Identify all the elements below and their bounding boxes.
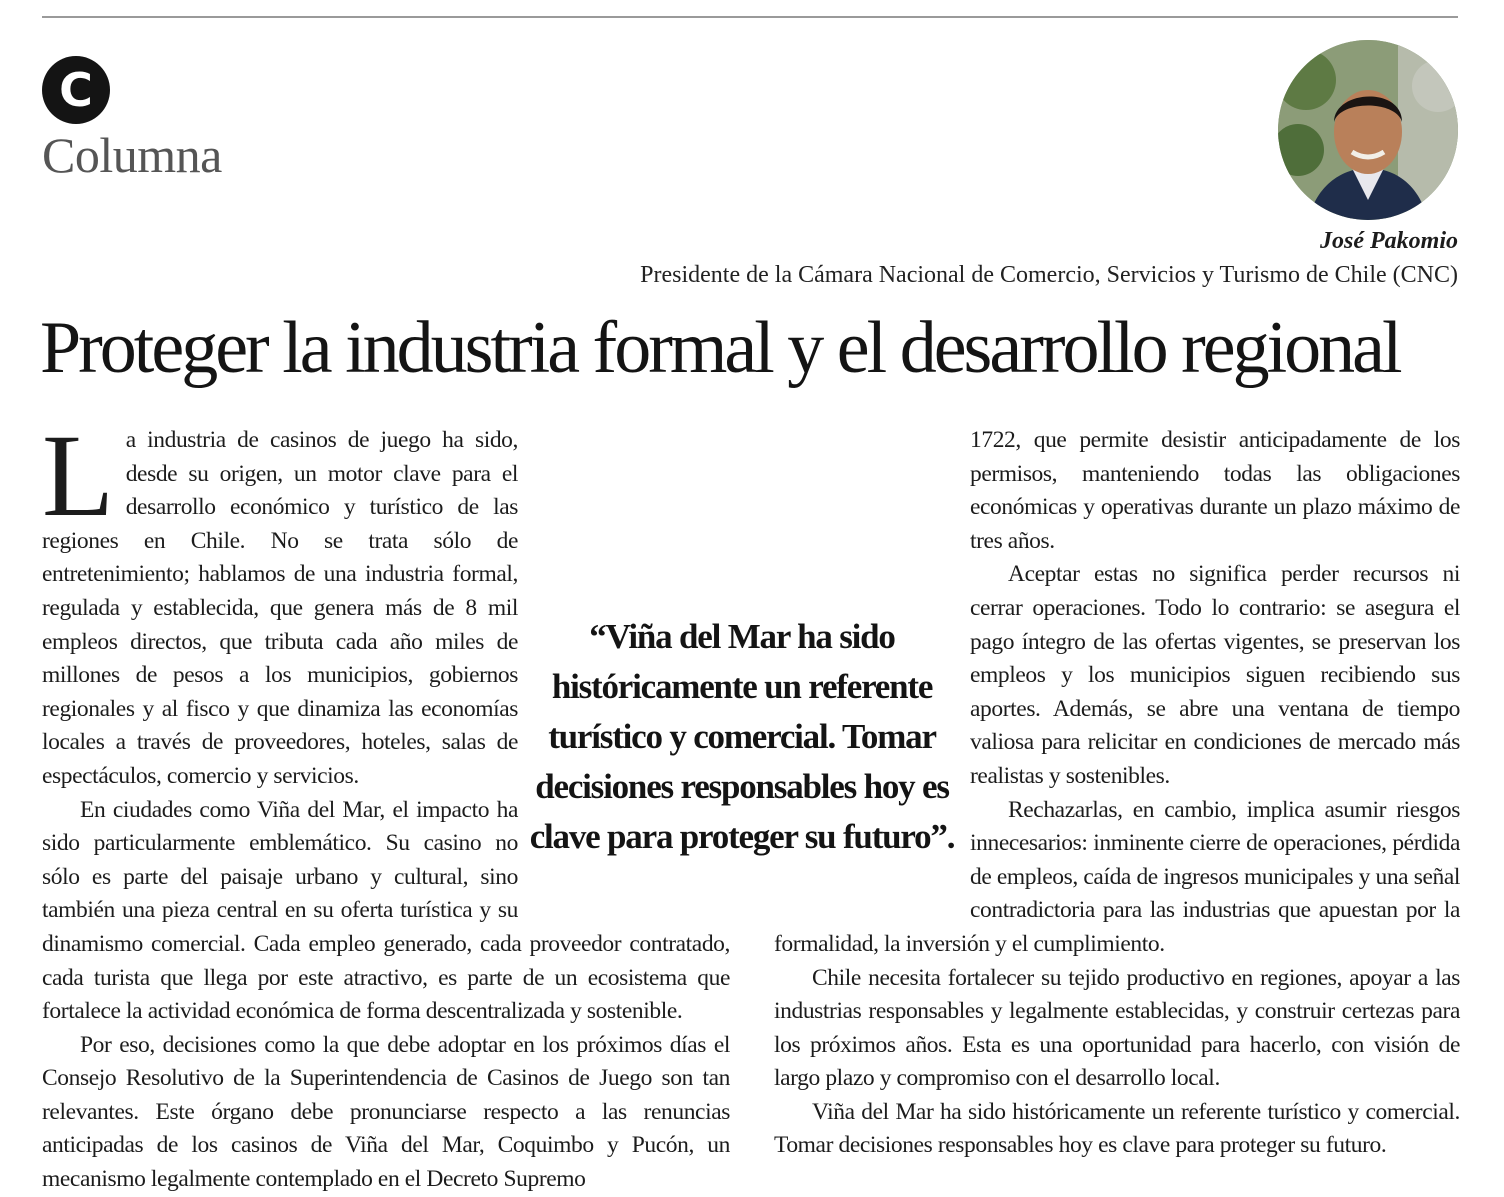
author-role: Presidente de la Cámara Nacional de Comercio, Servicios y Turismo de Chile (CNC): [640, 262, 1458, 288]
author-name: José Pakomio: [1320, 228, 1458, 254]
top-rule: [42, 16, 1458, 18]
paragraph-7: Viña del Mar ha sido históricamente un referente turístico y comercial. Tomar decisiones responsables hoy es clave para proteger su futuro.: [774, 1098, 1460, 1159]
headline: Proteger la industria formal y el desarrollo regional: [40, 307, 1400, 389]
paragraph-2: En ciudades como Viña del Mar, el impacto ha sido particularmente emblemático. Su casino no sólo es parte del paisaje urbano y cultural, sino también una pieza central en su oferta turística y su dinamismo comercial. Cada empleo generado, cada proveedor contratado, cada turista que llega por este atractivo, es parte de un ecosistema que fortalece la actividad económica de forma descentralizada y sostenible.: [42, 796, 730, 1025]
section-label: Columna: [42, 127, 222, 183]
paragraph-3: Por eso, decisiones como la que debe adoptar en los próximos días el Consejo Resolutivo de la Superintendencia de Casinos de Juego son tan relevantes. Este órgano debe pronunciarse respecto a las renuncias anticipadas de los casinos de Viña del Mar, Coquimbo y Pucón, un mecanismo legalmente contemplado en el Decreto Supremo: [42, 1031, 730, 1193]
author-photo: [1278, 40, 1458, 220]
author-portrait-icon: [1278, 40, 1458, 220]
paragraph-6: Chile necesita fortalecer su tejido productivo en regiones, apoyar a las industrias responsables y legalmente establecidas, y construir certezas para los próximos años. Esta es una oportunidad para hacerlo, con visión de largo plazo y compromiso con el desarrollo local.: [774, 964, 1460, 1092]
pull-quote: “Viña del Mar ha sido históricamente un referente turístico y comercial. Tomar decisiones responsables hoy es clave para proteger su futuro”.: [529, 617, 955, 856]
column-icon-letter: C: [59, 63, 93, 117]
paragraph-5: Rechazarlas, en cambio, implica asumir riesgos innecesarios: inminente cierre de operaciones, pérdida de empleos, caída de ingresos municipales y una señal contradictoria para las industrias que apuestan por la formalidad, la inversión y el cumplimiento.: [774, 796, 1460, 957]
column-c-icon: [42, 56, 110, 124]
paragraph-3-continued: 1722, que permite desistir anticipadamente de los permisos, manteniendo todas las obligaciones económicas y operativas durante un plazo máximo de tres años.: [970, 427, 1460, 554]
drop-cap: L: [42, 410, 114, 541]
paragraph-1-text: a industria de casinos de juego ha sido, desde su origen, un motor clave para el desarrollo económico y turístico de las regiones en Chile. No se trata sólo de entretenimiento; hablamos de una industria formal, regulada y establecida, que genera más de 8 mil empleos directos, que tributa cada año miles de millones de pesos a los municipios, gobiernos regionales y al fisco y que dinamiza las economías locales a través de proveedores, hoteles, salas de espectáculos, comercio y servicios.: [42, 427, 518, 789]
paragraph-4: Aceptar estas no significa perder recursos ni cerrar operaciones. Todo lo contrario: se asegura el pago íntegro de las ofertas vigentes, se preservan los empleos y los municipios siguen recibiendo sus aportes. Además, se abre una ventana de tiempo valiosa para relicitar en condiciones de mercado más realistas y sostenibles.: [970, 561, 1460, 789]
